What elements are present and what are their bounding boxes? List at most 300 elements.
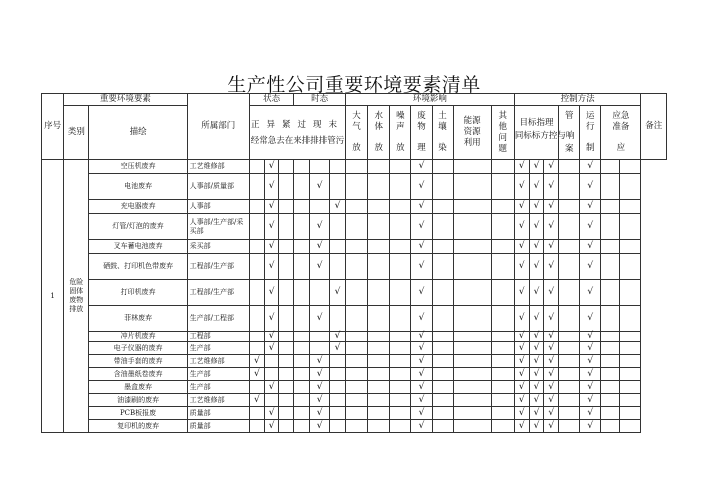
empty-cell	[279, 420, 294, 433]
empty-cell	[294, 160, 310, 174]
row-department: 工程部/生产部	[187, 280, 249, 306]
empty-cell	[330, 240, 346, 254]
check-mark: √	[529, 420, 544, 433]
empty-cell	[368, 240, 390, 254]
empty-cell	[345, 420, 367, 433]
check-mark: √	[529, 254, 544, 280]
header-impact-water: 水 体 放	[368, 106, 390, 160]
empty-cell	[368, 420, 390, 433]
check-mark: √	[411, 280, 432, 306]
check-mark: √	[411, 420, 432, 433]
empty-cell	[390, 160, 411, 174]
empty-cell	[279, 394, 294, 407]
row-remark	[620, 420, 641, 433]
header-control-manage: 管 案	[559, 106, 580, 160]
empty-cell	[249, 280, 264, 306]
empty-cell	[294, 342, 310, 355]
empty-cell	[390, 306, 411, 332]
check-mark: √	[580, 200, 601, 214]
empty-cell	[345, 306, 367, 332]
empty-cell	[559, 394, 580, 407]
empty-cell	[491, 160, 514, 174]
table-row	[42, 200, 667, 214]
empty-cell	[491, 342, 514, 355]
empty-cell	[345, 342, 367, 355]
row-description: 冲片机废弃	[89, 332, 187, 342]
table-row	[42, 381, 667, 394]
row-department: 工程部/生产部	[187, 254, 249, 280]
header-department: 所属部门	[187, 94, 249, 160]
empty-cell	[264, 355, 279, 368]
check-mark: √	[310, 174, 330, 200]
check-mark: √	[330, 280, 346, 306]
check-mark: √	[514, 342, 529, 355]
check-mark: √	[580, 254, 601, 280]
empty-cell	[264, 394, 279, 407]
check-mark: √	[544, 332, 559, 342]
empty-cell	[453, 420, 491, 433]
empty-cell	[453, 342, 491, 355]
empty-cell	[432, 214, 453, 240]
row-department: 人事部/质量部	[187, 174, 249, 200]
check-mark: √	[580, 240, 601, 254]
header-tense: 时态	[294, 94, 346, 106]
check-mark: √	[310, 381, 330, 394]
empty-cell	[330, 394, 346, 407]
empty-cell	[491, 420, 514, 433]
row-description: 空压机废弃	[89, 160, 187, 174]
empty-cell	[432, 332, 453, 342]
table-row	[42, 394, 667, 407]
empty-cell	[330, 368, 346, 381]
empty-cell	[601, 306, 620, 332]
check-mark: √	[544, 254, 559, 280]
empty-cell	[368, 368, 390, 381]
empty-cell	[279, 306, 294, 332]
check-mark: √	[529, 355, 544, 368]
empty-cell	[432, 174, 453, 200]
row-remark	[620, 342, 641, 355]
empty-cell	[294, 381, 310, 394]
empty-cell	[368, 306, 390, 332]
check-mark: √	[411, 214, 432, 240]
empty-cell	[390, 355, 411, 368]
empty-cell	[390, 200, 411, 214]
empty-cell	[330, 381, 346, 394]
environment-elements-table	[41, 93, 667, 433]
empty-cell	[249, 174, 264, 200]
empty-cell	[601, 280, 620, 306]
empty-cell	[294, 214, 310, 240]
empty-cell	[345, 254, 367, 280]
empty-cell	[390, 332, 411, 342]
row-remark	[620, 174, 641, 200]
empty-cell	[294, 394, 310, 407]
header-control-operate: 运 行 制	[580, 106, 601, 160]
empty-cell	[279, 332, 294, 342]
row-remark	[620, 214, 641, 240]
empty-cell	[390, 407, 411, 420]
check-mark: √	[310, 394, 330, 407]
check-mark: √	[529, 306, 544, 332]
empty-cell	[368, 394, 390, 407]
empty-cell	[601, 368, 620, 381]
row-department: 生产部	[187, 368, 249, 381]
empty-cell	[491, 200, 514, 214]
empty-cell	[390, 214, 411, 240]
empty-cell	[310, 280, 330, 306]
empty-cell	[279, 407, 294, 420]
empty-cell	[345, 280, 367, 306]
row-department: 工艺维修部	[187, 394, 249, 407]
empty-cell	[279, 240, 294, 254]
empty-cell	[559, 214, 580, 240]
empty-cell	[432, 394, 453, 407]
empty-cell	[432, 407, 453, 420]
empty-cell	[453, 394, 491, 407]
check-mark: √	[529, 394, 544, 407]
document-title: 生产性公司重要环境要素清单	[227, 74, 481, 96]
empty-cell	[264, 368, 279, 381]
check-mark: √	[544, 342, 559, 355]
empty-cell	[453, 280, 491, 306]
empty-cell	[249, 200, 264, 214]
check-mark: √	[310, 420, 330, 433]
check-mark: √	[514, 200, 529, 214]
row-department: 工程部	[187, 332, 249, 342]
empty-cell	[559, 355, 580, 368]
empty-cell	[559, 254, 580, 280]
check-mark: √	[544, 394, 559, 407]
empty-cell	[601, 342, 620, 355]
check-mark: √	[544, 368, 559, 381]
row-department: 工艺维修部	[187, 355, 249, 368]
check-mark: √	[264, 306, 279, 332]
check-mark: √	[544, 200, 559, 214]
empty-cell	[249, 332, 264, 342]
empty-cell	[368, 381, 390, 394]
check-mark: √	[544, 160, 559, 174]
empty-cell	[453, 240, 491, 254]
header-impact-noise: 噪 声 放	[390, 106, 411, 160]
table-row	[42, 214, 667, 240]
check-mark: √	[580, 381, 601, 394]
empty-cell	[491, 240, 514, 254]
empty-cell	[368, 214, 390, 240]
empty-cell	[432, 160, 453, 174]
check-mark: √	[514, 355, 529, 368]
check-mark: √	[529, 200, 544, 214]
check-mark: √	[310, 355, 330, 368]
check-mark: √	[249, 368, 264, 381]
check-mark: √	[580, 214, 601, 240]
empty-cell	[279, 381, 294, 394]
check-mark: √	[310, 240, 330, 254]
empty-cell	[432, 420, 453, 433]
check-mark: √	[411, 332, 432, 342]
empty-cell	[601, 381, 620, 394]
header-state: 状态	[249, 94, 293, 106]
check-mark: √	[411, 254, 432, 280]
table-row	[42, 355, 667, 368]
empty-cell	[453, 254, 491, 280]
check-mark: √	[264, 214, 279, 240]
empty-cell	[453, 200, 491, 214]
empty-cell	[390, 174, 411, 200]
row-department: 工艺维修部	[187, 160, 249, 174]
empty-cell	[453, 368, 491, 381]
row-description: 复印机的废弃	[89, 420, 187, 433]
row-description: 灯管/灯泡的废弃	[89, 214, 187, 240]
check-mark: √	[544, 280, 559, 306]
empty-cell	[368, 160, 390, 174]
empty-cell	[345, 200, 367, 214]
check-mark: √	[580, 332, 601, 342]
check-mark: √	[580, 280, 601, 306]
header-state-tense-cols: 正异紧过现末 经常急去在来排排排管污	[250, 120, 345, 146]
check-mark: √	[544, 407, 559, 420]
check-mark: √	[411, 394, 432, 407]
check-mark: √	[264, 160, 279, 174]
check-mark: √	[514, 214, 529, 240]
empty-cell	[310, 200, 330, 214]
empty-cell	[453, 306, 491, 332]
row-description: 打印机废弃	[89, 280, 187, 306]
group-category: 危险固体废物排放	[64, 160, 89, 433]
check-mark: √	[264, 240, 279, 254]
empty-cell	[601, 407, 620, 420]
check-mark: √	[514, 332, 529, 342]
check-mark: √	[580, 174, 601, 200]
check-mark: √	[411, 200, 432, 214]
check-mark: √	[580, 306, 601, 332]
empty-cell	[294, 407, 310, 420]
empty-cell	[345, 332, 367, 342]
table-row	[42, 174, 667, 200]
empty-cell	[294, 280, 310, 306]
check-mark: √	[529, 332, 544, 342]
empty-cell	[368, 407, 390, 420]
empty-cell	[330, 420, 346, 433]
empty-cell	[432, 200, 453, 214]
row-department: 质量部	[187, 407, 249, 420]
empty-cell	[559, 174, 580, 200]
empty-cell	[294, 332, 310, 342]
check-mark: √	[544, 174, 559, 200]
check-mark: √	[264, 420, 279, 433]
empty-cell	[559, 200, 580, 214]
check-mark: √	[249, 355, 264, 368]
check-mark: √	[310, 306, 330, 332]
empty-cell	[390, 368, 411, 381]
empty-cell	[279, 254, 294, 280]
empty-cell	[601, 174, 620, 200]
empty-cell	[491, 381, 514, 394]
header-seq: 序号	[42, 94, 64, 160]
check-mark: √	[529, 342, 544, 355]
empty-cell	[345, 368, 367, 381]
empty-cell	[368, 355, 390, 368]
empty-cell	[279, 280, 294, 306]
check-mark: √	[580, 407, 601, 420]
row-department: 质量部	[187, 420, 249, 433]
header-remark: 备注	[641, 94, 667, 160]
empty-cell	[559, 160, 580, 174]
check-mark: √	[529, 368, 544, 381]
check-mark: √	[310, 368, 330, 381]
check-mark: √	[264, 342, 279, 355]
check-mark: √	[529, 381, 544, 394]
empty-cell	[279, 368, 294, 381]
empty-cell	[330, 214, 346, 240]
empty-cell	[294, 254, 310, 280]
check-mark: √	[580, 355, 601, 368]
empty-cell	[310, 342, 330, 355]
empty-cell	[345, 174, 367, 200]
check-mark: √	[580, 420, 601, 433]
header-description: 描绘	[89, 106, 187, 160]
row-remark	[620, 368, 641, 381]
empty-cell	[601, 394, 620, 407]
row-description: PCB板报废	[89, 407, 187, 420]
check-mark: √	[514, 394, 529, 407]
empty-cell	[345, 381, 367, 394]
empty-cell	[249, 381, 264, 394]
row-department: 生产部/工程部	[187, 306, 249, 332]
check-mark: √	[580, 160, 601, 174]
check-mark: √	[264, 407, 279, 420]
check-mark: √	[514, 407, 529, 420]
empty-cell	[345, 240, 367, 254]
empty-cell	[345, 214, 367, 240]
empty-cell	[432, 306, 453, 332]
row-department: 人事部/生产部/采买部	[187, 214, 249, 240]
empty-cell	[390, 381, 411, 394]
empty-cell	[249, 407, 264, 420]
empty-cell	[453, 160, 491, 174]
header-control: 控制方法	[514, 94, 641, 106]
empty-cell	[559, 306, 580, 332]
empty-cell	[249, 306, 264, 332]
empty-cell	[559, 332, 580, 342]
empty-cell	[330, 174, 346, 200]
empty-cell	[294, 200, 310, 214]
empty-cell	[368, 174, 390, 200]
empty-cell	[390, 342, 411, 355]
check-mark: √	[544, 214, 559, 240]
check-mark: √	[544, 381, 559, 394]
empty-cell	[390, 394, 411, 407]
empty-cell	[453, 214, 491, 240]
empty-cell	[432, 355, 453, 368]
empty-cell	[601, 200, 620, 214]
empty-cell	[601, 420, 620, 433]
check-mark: √	[330, 200, 346, 214]
check-mark: √	[411, 160, 432, 174]
empty-cell	[559, 342, 580, 355]
table-row	[42, 332, 667, 342]
empty-cell	[249, 420, 264, 433]
table-row	[42, 306, 667, 332]
row-remark	[620, 407, 641, 420]
row-remark	[620, 306, 641, 332]
empty-cell	[432, 368, 453, 381]
empty-cell	[345, 355, 367, 368]
check-mark: √	[514, 381, 529, 394]
empty-cell	[453, 381, 491, 394]
empty-cell	[491, 306, 514, 332]
empty-cell	[559, 420, 580, 433]
check-mark: √	[514, 306, 529, 332]
check-mark: √	[411, 174, 432, 200]
table-row	[42, 342, 667, 355]
empty-cell	[294, 306, 310, 332]
check-mark: √	[514, 160, 529, 174]
empty-cell	[601, 160, 620, 174]
empty-cell	[453, 407, 491, 420]
check-mark: √	[514, 254, 529, 280]
check-mark: √	[529, 407, 544, 420]
header-control-targets: 目标指理 同标标方控与响	[514, 106, 558, 160]
empty-cell	[453, 355, 491, 368]
check-mark: √	[529, 160, 544, 174]
row-remark	[620, 240, 641, 254]
row-description: 电子仪器的废弃	[89, 342, 187, 355]
header-elements: 重要环境要素	[64, 94, 188, 106]
check-mark: √	[544, 240, 559, 254]
empty-cell	[345, 407, 367, 420]
check-mark: √	[310, 254, 330, 280]
empty-cell	[249, 254, 264, 280]
check-mark: √	[580, 368, 601, 381]
empty-cell	[491, 174, 514, 200]
row-remark	[620, 394, 641, 407]
empty-cell	[601, 332, 620, 342]
empty-cell	[601, 254, 620, 280]
empty-cell	[432, 240, 453, 254]
empty-cell	[368, 254, 390, 280]
empty-cell	[491, 332, 514, 342]
empty-cell	[432, 254, 453, 280]
empty-cell	[279, 342, 294, 355]
empty-cell	[279, 214, 294, 240]
row-remark	[620, 280, 641, 306]
table-row	[42, 368, 667, 381]
empty-cell	[330, 306, 346, 332]
empty-cell	[491, 214, 514, 240]
table-row	[42, 254, 667, 280]
check-mark: √	[514, 240, 529, 254]
row-remark	[620, 200, 641, 214]
empty-cell	[279, 355, 294, 368]
row-description: 含油墨纸卷废弃	[89, 368, 187, 381]
header-impact-energy: 能源 资源 利用	[453, 106, 491, 160]
empty-cell	[279, 160, 294, 174]
empty-cell	[310, 332, 330, 342]
check-mark: √	[330, 332, 346, 342]
empty-cell	[279, 174, 294, 200]
empty-cell	[390, 420, 411, 433]
row-description: 硒鼓、打印机色带废弃	[89, 254, 187, 280]
check-mark: √	[264, 280, 279, 306]
empty-cell	[330, 407, 346, 420]
table-row	[42, 240, 667, 254]
header-impact: 环境影响	[345, 94, 514, 106]
empty-cell	[330, 160, 346, 174]
check-mark: √	[264, 332, 279, 342]
check-mark: √	[529, 280, 544, 306]
row-description: 带油手套的废弃	[89, 355, 187, 368]
